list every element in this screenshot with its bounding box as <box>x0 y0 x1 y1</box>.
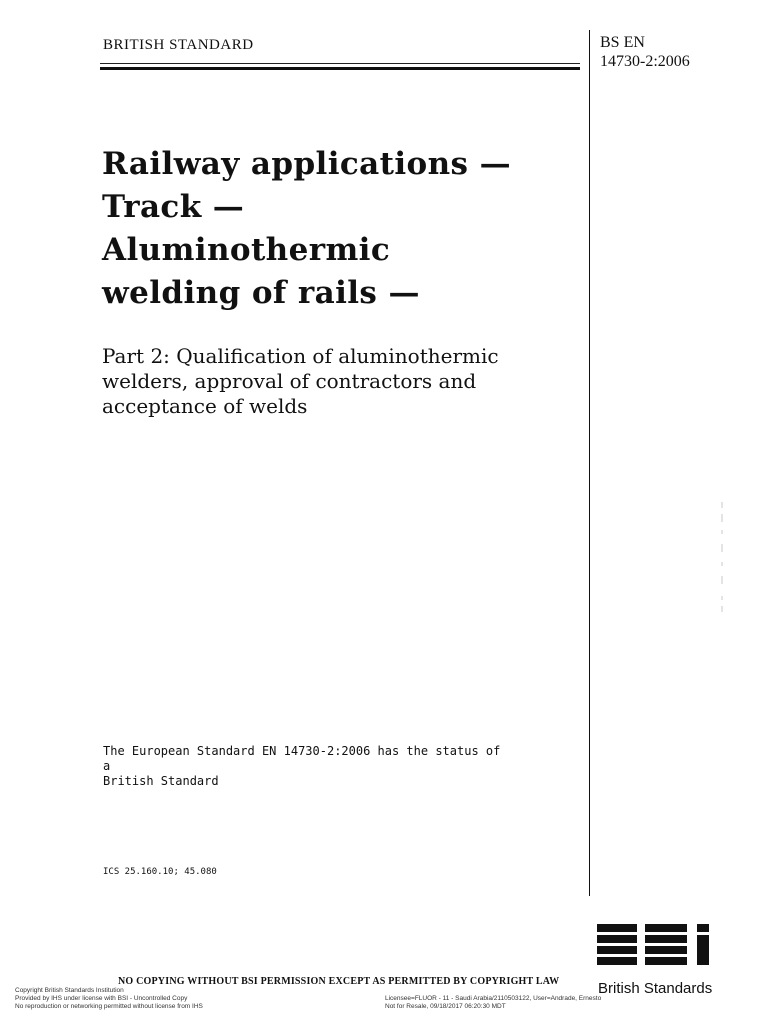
document-title <box>102 143 582 315</box>
status-statement <box>103 744 503 789</box>
title-line: Track — <box>102 189 245 225</box>
copyright-license-right <box>385 995 601 1011</box>
standard-number-line-2: 14730-2:2006 <box>600 53 690 70</box>
copyright-license-left <box>15 987 203 1011</box>
standard-number-line-1: BS EN <box>600 34 645 51</box>
title-line: Railway applications — <box>102 146 511 182</box>
header-rule-thick <box>100 67 580 70</box>
title-line: Aluminothermic <box>102 232 391 268</box>
bsi-logo-mark <box>597 920 737 972</box>
copyright-notice: NO COPYING WITHOUT BSI PERMISSION EXCEPT AS PERMITTED BY COPYRIGHT LAW <box>118 976 560 987</box>
subtitle-line: Part 2: Qualification of aluminothermic <box>102 344 499 368</box>
status-line: British Standard <box>103 774 219 788</box>
license-line: Copyright British Standards Institution <box>15 987 124 994</box>
header-rule-thin <box>100 63 580 64</box>
margin-watermark-mark <box>719 500 725 615</box>
status-line: The European Standard EN 14730-2:2006 has the status of a <box>103 744 501 773</box>
vertical-divider <box>589 30 590 896</box>
bsi-wordmark: British Standards <box>598 980 713 997</box>
subtitle-line: acceptance of welds <box>102 394 308 418</box>
standard-type-label: BRITISH STANDARD <box>103 37 254 53</box>
subtitle-line: welders, approval of contractors and <box>102 369 477 393</box>
title-line: welding of rails — <box>102 275 420 311</box>
document-subtitle <box>102 344 582 419</box>
license-line: Provided by IHS under license with BSI - Uncontrolled Copy <box>15 995 188 1002</box>
license-line: Licensee=FLUOR - 11 - Saudi Arabia/2110503122, User=Andrade, Ernesto <box>385 995 602 1002</box>
license-line: Not for Resale, 09/18/2017 06:20:30 MDT <box>385 1003 506 1010</box>
standard-number <box>600 33 690 71</box>
ics-code: ICS 25.160.10; 45.080 <box>103 867 217 877</box>
license-line: No reproduction or networking permitted without license from IHS <box>15 1003 203 1010</box>
